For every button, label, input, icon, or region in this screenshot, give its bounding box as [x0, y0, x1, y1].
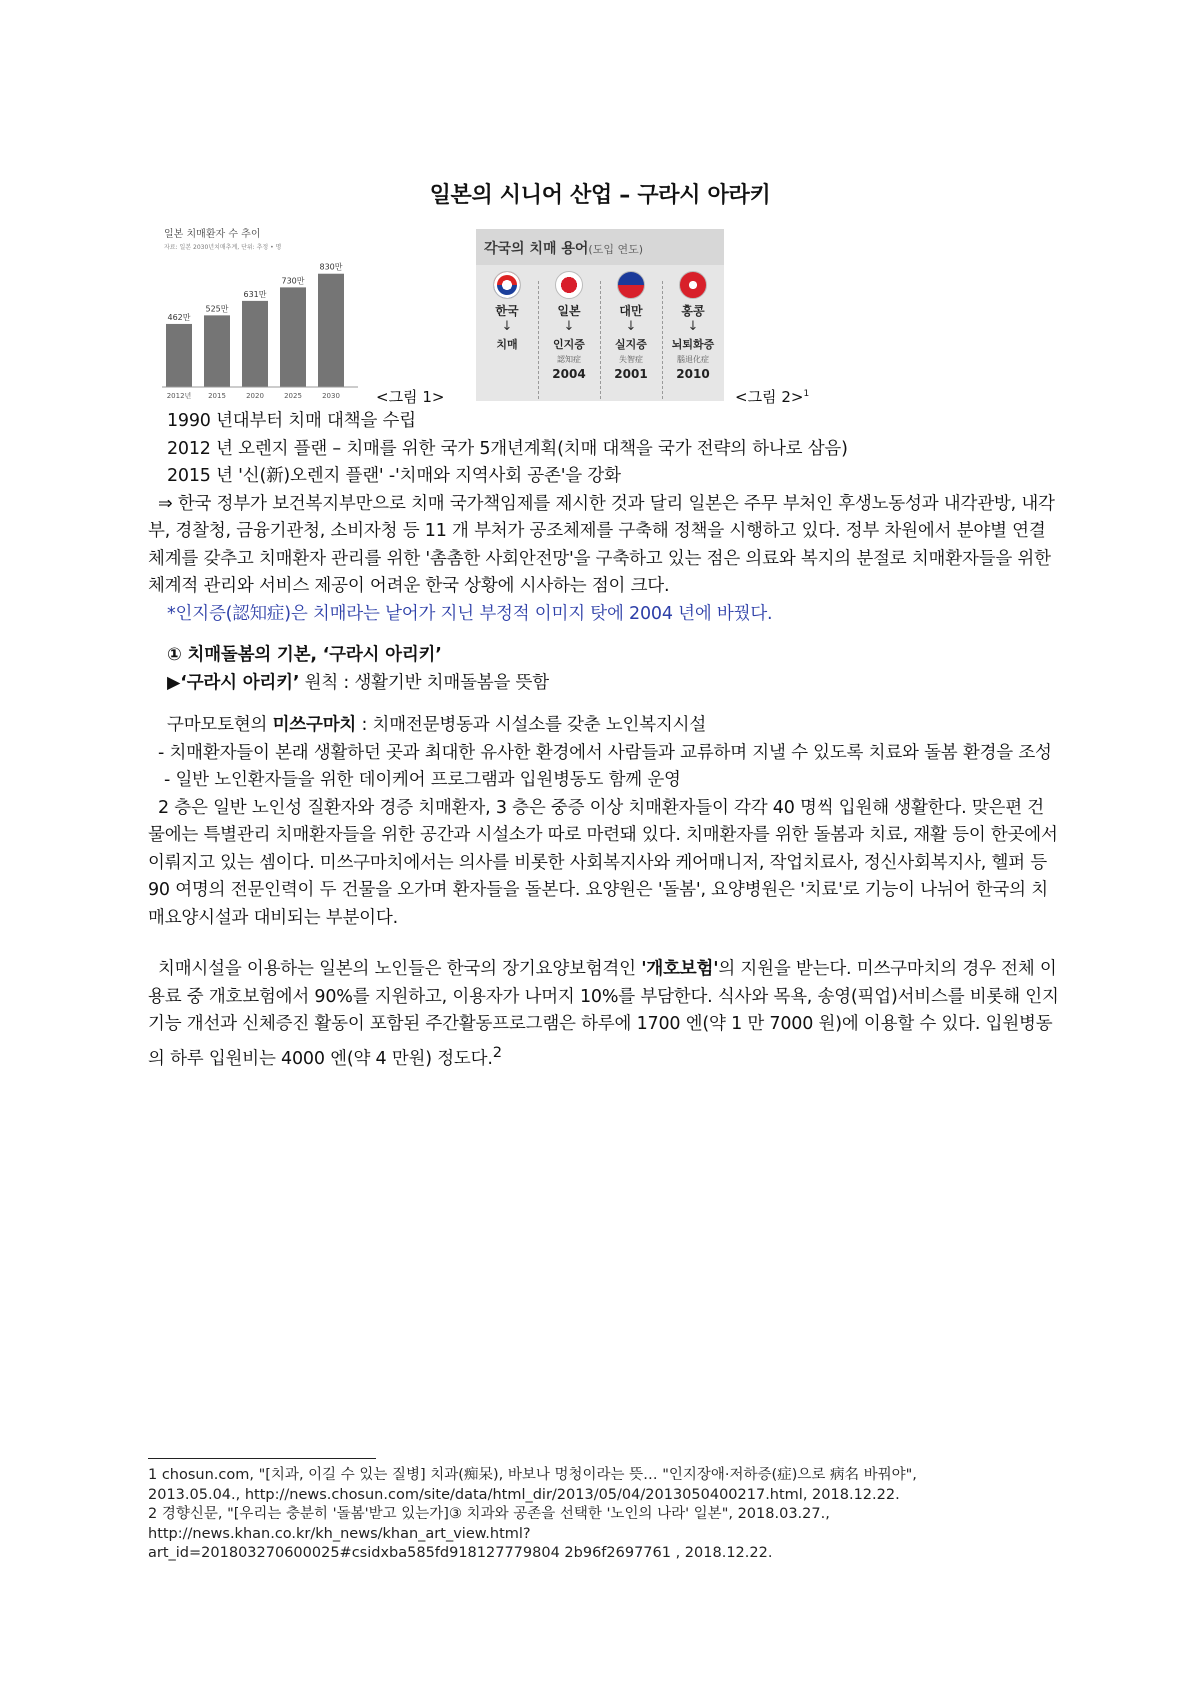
- paragraph-insurance: [148, 956, 1060, 1073]
- footnote-ref-1: 1: [803, 389, 810, 399]
- japan-flag-icon: [555, 271, 583, 299]
- footnotes: [148, 1466, 1060, 1564]
- down-arrow-icon: ↓: [563, 319, 575, 334]
- timeline-1990: 1990 년대부터 치매 대책을 수립: [167, 411, 416, 431]
- footnote-ref-2: 2: [492, 1043, 502, 1061]
- section-heading-text: ① 치매돌봄의 기본, ‘구라시 아리키’: [167, 645, 442, 665]
- section-heading: [148, 642, 1060, 670]
- dementia-term: 실지증: [615, 338, 647, 351]
- note-ninchisho: *인지증(認知症)은 치매라는 낱어가 지닌 부정적 이미지 탓에 2004 년에 바꿨다.: [167, 603, 773, 624]
- facility-desc: : 치매전문병동과 시설소를 갖춘 노인복지시설: [356, 715, 707, 735]
- bar-chart-svg: [162, 225, 362, 403]
- figure-2-title-text: 각국의 치매 용어: [484, 241, 589, 257]
- insurance-pre: 치매시설을 이용하는 일본의 노인들은 한국의 장기요양보험격인: [158, 959, 642, 979]
- principle-text: 원칙 : 생활기반 치매돌봄을 뜻함: [299, 672, 549, 693]
- bar-1: [204, 315, 230, 387]
- x-tick-label: 2020: [246, 392, 264, 400]
- dementia-term: 치매: [496, 338, 518, 351]
- facility-name: 미쓰구마치: [272, 715, 357, 735]
- adoption-year: 2004: [552, 367, 586, 381]
- adoption-year: 2001: [614, 367, 648, 381]
- principle-line: [148, 670, 1060, 698]
- figure-2-header: [476, 229, 724, 265]
- country-column-korea: [476, 271, 538, 399]
- down-arrow-icon: ↓: [625, 319, 637, 334]
- bullet-daycare: - 일반 노인환자들을 위한 데이케어 프로그램과 입원병동도 함께 운영: [164, 770, 681, 790]
- principle-label: ▶‘구라시 아리키’: [167, 672, 300, 693]
- figure-2-title: [484, 238, 643, 258]
- x-tick-label: 2015: [208, 392, 226, 400]
- hongkong-flag-icon: [679, 271, 707, 299]
- bar-value-label: 525만: [205, 304, 229, 314]
- paragraph-facility: 2 층은 일반 노인성 질환자와 경증 치매환자, 3 층은 중증 이상 치매환자들이 각각 40 명씩 입원해 생활한다. 맞은편 건물에는 특별관리 치매환자들을 위한 공간과 시설소가 따로 마련돼 있다. 치매환자를 위한 돌봄과 치료, 재활 등이 한곳에서 이뤄지고 있는 셈이다. 미쓰구마치에서는 의사를 비롯한 사회복지사와 케어매니저, 작업치료사, 정신사회복지사, 헬퍼 등 90 여명의 전문인력이 두 건물을 오가며 환자들을 돌본다. 요양원은 '돌봄', 요양병원은 '치료'로 기능이 나뉘어 한국의 치매요양시설과 대비되는 부분이다.: [148, 797, 1058, 928]
- figure-2-caption-text: <그림 2>: [735, 388, 804, 406]
- timeline-2012: 2012 년 오렌지 플랜 – 치매를 위한 국가 5개년계획(치매 대책을 국가 전략의 하나로 삼음): [167, 438, 848, 459]
- chart-subtitle: 자료: 일본 2030년치매추계, 단위: 추정 • 명: [164, 244, 282, 251]
- korea-flag-icon: [493, 271, 521, 299]
- bar-value-label: 730만: [281, 276, 305, 286]
- bar-value-label: 830만: [319, 262, 343, 272]
- x-tick-label: 2012년: [166, 392, 192, 400]
- bar-2: [242, 301, 268, 387]
- footnote-2-line-2: http://news.khan.co.kr/kh_news/khan_art_view.html?: [148, 1525, 531, 1542]
- bar-4: [318, 274, 344, 387]
- taiwan-flag-icon: [617, 271, 645, 299]
- x-tick-label: 2030: [322, 392, 340, 400]
- down-arrow-icon: ↓: [687, 319, 699, 334]
- insurance-name: '개호보험': [641, 959, 719, 979]
- country-column-taiwan: [600, 271, 662, 399]
- timeline-2015: 2015 년 '신(新)오렌지 플랜' -'치매와 지역사회 공존'을 강화: [167, 466, 621, 486]
- paragraph-policy: ⇒ 한국 정부가 보건복지부만으로 치매 국가책임제를 제시한 것과 달리 일본은 주무 부처인 후생노동성과 내각관방, 내각부, 경찰청, 금융기관청, 소비자청 등 11 개 부처가 공조체제를 구축해 정책을 시행하고 있다. 정부 차원에서 분야별 연결체계를 갖추고 치매환자 관리를 위한 '촘촘한 사회안전망'을 구축하고 있는 점은 의료와 복지의 분절로 치매환자들을 위한 체계적 관리와 서비스 제공이 어려운 한국 상황에 시사하는 점이 크다.: [148, 493, 1055, 596]
- footnote-1-line-1: 1 chosun.com, "[치과, 이길 수 있는 질병] 치과(痴呆), 바보나 멍청이라는 뜻… "인지장애·저하증(症)으로 病名 바꿔야",: [148, 1467, 917, 1483]
- bar-value-label: 631만: [243, 289, 267, 299]
- country-column-japan: [538, 271, 600, 399]
- figure-1-caption: <그림 1>: [376, 388, 445, 406]
- facility-pre: 구마모토현의: [167, 715, 273, 735]
- down-arrow-icon: ↓: [501, 319, 513, 334]
- page-title: 일본의 시니어 산업 – 구라시 아라키: [429, 183, 771, 208]
- footnote-separator: [148, 1458, 376, 1459]
- figure-2-terms: [476, 229, 724, 401]
- chinese-term: 失智症: [619, 355, 643, 364]
- body-text: [148, 408, 1060, 1073]
- bullet-environment: - 치매환자들이 본래 생활하던 곳과 최대한 유사한 환경에서 사람들과 교류하며 지낼 수 있도록 치료와 돌봄 환경을 조성: [158, 742, 1052, 763]
- figure-1-chart: [162, 225, 362, 403]
- insurance-post: 의 지원을 받는다. 미쓰구마치의 경우 전체 이용료 중 개호보험에서 90%를 지원하고, 이용자가 나머지 10%를 부담한다. 식사와 목욕, 송영(픽업)서비스를 비롯해 인지기능 개선과 신체증진 활동이 포함된 주간활동프로그램은 하루에 1700 엔(약 1 만 7000 원)에 이용할 수 있다. 입원병동의 하루 입원비는 4000 엔(약 4 만원) 정도다.: [148, 959, 1059, 1069]
- dementia-term: 뇌퇴화증: [671, 338, 715, 351]
- footnote-1-line-2: 2013.05.04., http://news.chosun.com/site/data/html_dir/2013/05/04/2013050400217.html, 2018.12.22.: [148, 1486, 900, 1503]
- figure-2-caption: [735, 386, 809, 407]
- dementia-term: 인지증: [553, 338, 585, 351]
- country-name: 대만: [619, 304, 643, 318]
- x-tick-label: 2025: [284, 392, 302, 400]
- figure-2-subtitle: (도입 연도): [588, 243, 644, 256]
- chinese-term: 腦退化症: [677, 355, 709, 364]
- country-name: 일본: [557, 304, 581, 318]
- bar-0: [166, 324, 192, 387]
- footnote-2-line-1: 2 경향신문, "[우리는 충분히 '돌봄'받고 있는가]③ 치과와 공존을 선택한 '노인의 나라' 일본", 2018.03.27.,: [148, 1506, 830, 1522]
- bar-value-label: 462만: [167, 312, 191, 322]
- chinese-term: 認知症: [557, 355, 581, 364]
- bar-3: [280, 287, 306, 387]
- country-name: 홍콩: [681, 304, 705, 318]
- facility-line: [148, 712, 1060, 740]
- country-column-hongkong: [662, 271, 724, 399]
- footnote-2-line-3: art_id=201803270600025#csidxba585fd918127779804 2b96f2697761 , 2018.12.22.: [148, 1545, 773, 1561]
- chart-title: 일본 치매환자 수 추이: [164, 229, 261, 240]
- country-name: 한국: [495, 304, 519, 318]
- adoption-year: 2010: [676, 367, 710, 381]
